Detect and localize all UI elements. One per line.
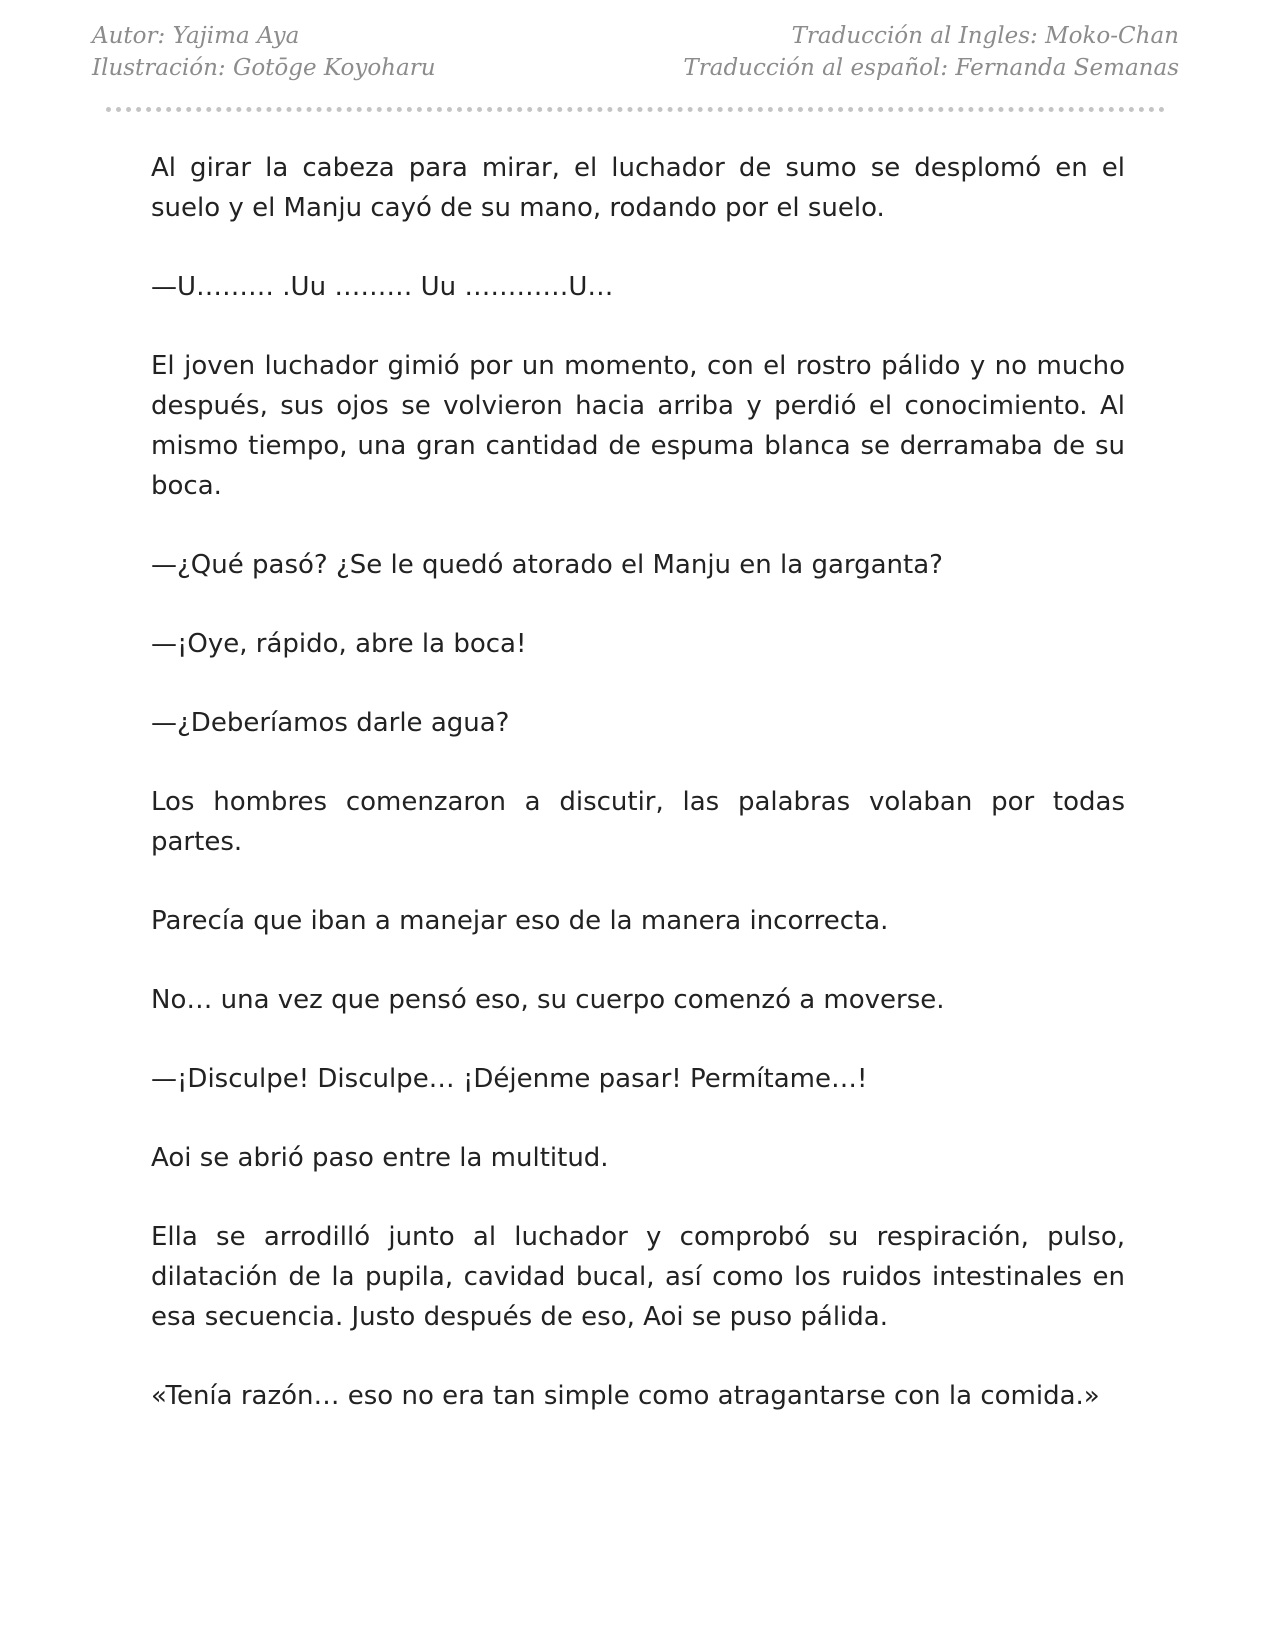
header-credits-right [683, 20, 1179, 84]
paragraph: Parecía que iban a manejar eso de la manera incorrecta. [151, 906, 889, 936]
paragraph: Aoi se abrió paso entre la multitud. [151, 1143, 609, 1173]
illustration-credit: Ilustración: Gotōge Koyoharu [92, 55, 436, 81]
paragraph: —U……… .Uu ……… Uu …………U… [151, 272, 614, 302]
author-credit: Autor: Yajima Aya [92, 23, 300, 49]
paragraph: —¡Oye, rápido, abre la boca! [151, 629, 527, 659]
paragraph: Al girar la cabeza para mirar, el luchador de sumo se desplomó en el suelo y el Manju cayó de su mano, rodando por el suelo. [151, 153, 1125, 223]
page-header [92, 20, 1179, 90]
header-credits-left [92, 20, 436, 84]
paragraph: El joven luchador gimió por un momento, con el rostro pálido y no mucho después, sus ojos se volvieron hacia arriba y perdió el conocimiento. Al mismo tiempo, una gran cantidad de espuma blanca se derramaba de su boca. [151, 351, 1125, 501]
paragraph: No… una vez que pensó eso, su cuerpo comenzó a moverse. [151, 985, 945, 1015]
paragraph: —¿Deberíamos darle agua? [151, 708, 510, 738]
paragraph: —¡Disculpe! Disculpe… ¡Déjenme pasar! Permítame…! [151, 1064, 868, 1094]
body-text [151, 148, 1125, 1455]
paragraph: «Tenía razón… eso no era tan simple como atragantarse con la comida.» [151, 1381, 1100, 1411]
spanish-translation-credit: Traducción al español: Fernanda Semanas [683, 55, 1179, 81]
english-translation-credit: Traducción al Ingles: Moko-Chan [791, 23, 1179, 49]
paragraph: Los hombres comenzaron a discutir, las palabras volaban por todas partes. [151, 787, 1125, 857]
header-divider [106, 107, 1165, 112]
paragraph: —¿Qué pasó? ¿Se le quedó atorado el Manju en la garganta? [151, 550, 943, 580]
paragraph: Ella se arrodilló junto al luchador y comprobó su respiración, pulso, dilatación de la pupila, cavidad bucal, así como los ruidos intestinales en esa secuencia. Justo después de eso, Aoi se puso pálida. [151, 1222, 1125, 1332]
